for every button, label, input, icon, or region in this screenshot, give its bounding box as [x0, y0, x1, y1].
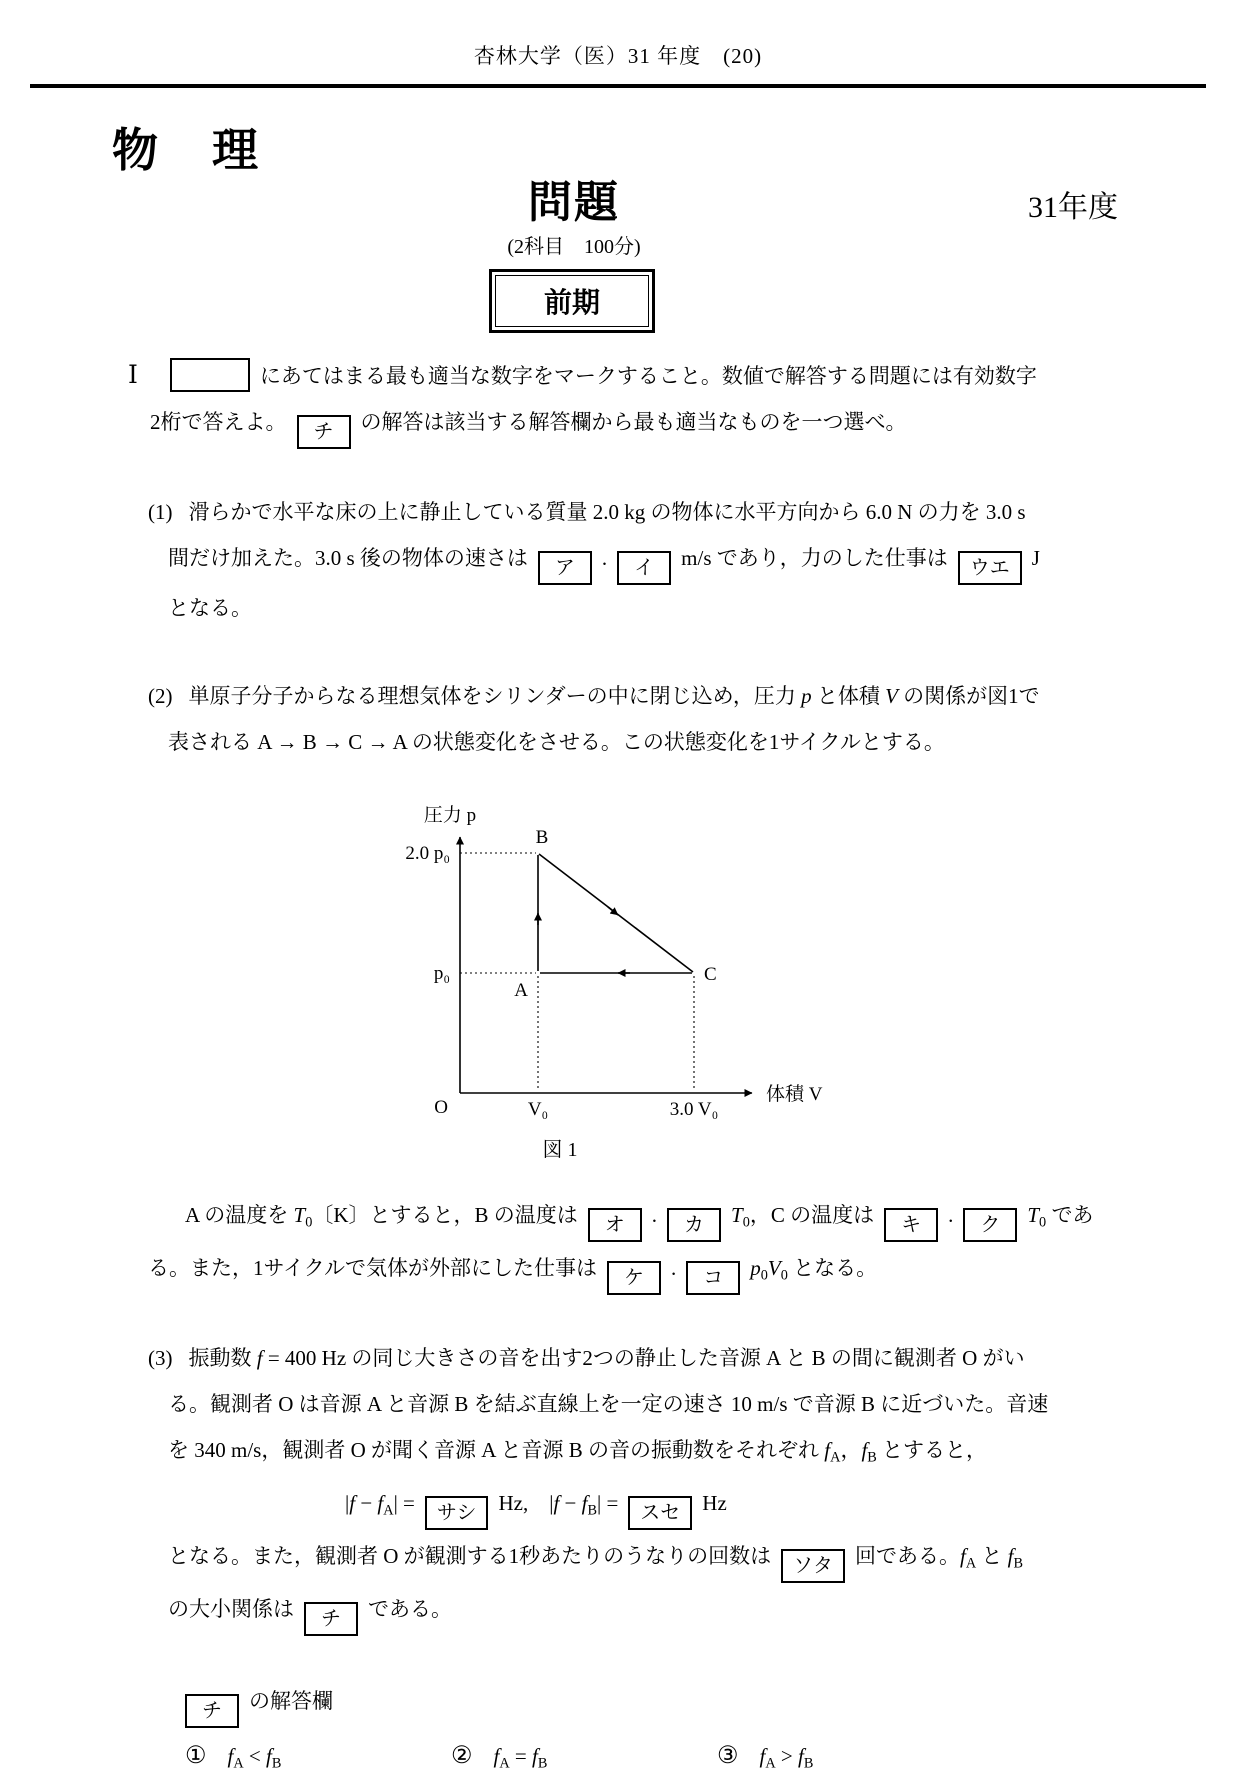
text-segment: 0: [760, 1267, 768, 1284]
text-segment: |: [345, 1490, 350, 1515]
question-number: (2): [148, 684, 173, 708]
question-number: (3): [148, 1345, 173, 1370]
q2b-line-1: [185, 1192, 1236, 1245]
text-segment: B: [537, 1755, 548, 1772]
text-segment: となる。: [787, 1256, 878, 1281]
text-segment: =: [509, 1744, 533, 1769]
text-segment: A: [233, 1755, 244, 1772]
text-segment: 表される A → B → C → A の状態変化をさせる。この状態変化を1サイクルとする。: [168, 730, 945, 754]
text-segment: であ: [1046, 1203, 1094, 1227]
title-row: [0, 166, 1236, 228]
text-segment: f: [493, 1744, 500, 1769]
point-C-label: C: [704, 964, 717, 985]
text-segment: f: [349, 1490, 356, 1515]
answer-box: ケ: [607, 1261, 661, 1295]
exam-year: 31年度: [1028, 191, 1118, 224]
text-segment: T: [293, 1203, 306, 1227]
term-box: [495, 275, 649, 327]
text-segment: | =: [393, 1490, 415, 1515]
tick-p0-label: p₀: [433, 963, 450, 984]
question-number: (1): [148, 500, 173, 524]
text-segment: る。観測者 O は音源 A と音源 B を結ぶ直線上を一定の速さ 10 m/s で音源 B に近づいた。音速: [168, 1391, 1049, 1416]
text-segment: | =: [596, 1490, 619, 1515]
text-segment: 間だけ加えた。3.0 s 後の物体の速さは: [168, 546, 528, 570]
answer-box: ア: [538, 551, 592, 585]
text-segment: [739, 1744, 760, 1768]
origin-label: O: [434, 1097, 448, 1118]
text-segment: 滑らかで水平な床の上に静止している質量 2.0 kg の物体に水平方向から 6.0 N の力を 3.0 s: [188, 500, 1026, 524]
exam-subtitle: (2科目 100分): [507, 236, 641, 258]
text-segment: .: [948, 1203, 954, 1227]
answer-box: スセ: [628, 1496, 692, 1530]
q3-line-6: [168, 1586, 1236, 1636]
tick-2p0-label: 2.0 p₀: [405, 843, 450, 864]
intro-line-2: [150, 399, 1236, 449]
text-segment: にあてはまる最も適当な数字をマークすること。数値で解答する問題には有効数字: [259, 364, 1037, 388]
tick-3v0-label: 3.0 V₀: [669, 1099, 719, 1120]
answer-option-3: [717, 1734, 983, 1785]
text-segment: −: [355, 1490, 378, 1515]
q2-line-2: [168, 719, 1236, 765]
text-segment: 0: [742, 1214, 750, 1231]
x-axis-label: 体積 V: [766, 1084, 823, 1105]
arrow-B-to-C: [608, 907, 618, 915]
text-segment: の関係が図1で: [897, 684, 1040, 708]
section-intro: [0, 353, 1236, 449]
q1-line-3: [168, 585, 1236, 631]
text-segment: を 340 m/s，観測者 O が聞く音源 A と音源 B の音の振動数をそれぞれ: [168, 1437, 825, 1462]
text-segment: A の温度を: [185, 1203, 294, 1227]
text-segment: .: [601, 546, 608, 570]
text-segment: f: [824, 1437, 831, 1462]
text-segment: ，C の温度は: [749, 1203, 875, 1227]
text-segment: −: [559, 1490, 582, 1515]
answer-box: チ: [304, 1602, 358, 1636]
point-A-label: A: [514, 980, 528, 1001]
option-1-number: ①: [185, 1743, 207, 1770]
text-segment: B: [867, 1448, 877, 1465]
q3-line-1: [148, 1335, 1236, 1381]
answer-box: サシ: [425, 1496, 489, 1530]
text-segment: B: [271, 1755, 282, 1772]
text-segment: A: [499, 1755, 510, 1772]
question-1: [0, 489, 1236, 631]
text-segment: A: [765, 1755, 776, 1772]
text-segment: >: [775, 1744, 799, 1769]
text-segment: V: [767, 1256, 781, 1281]
text-segment: る。また，1サイクルで気体が外部にした仕事は: [148, 1256, 597, 1281]
option-2-number: ②: [451, 1743, 473, 1770]
y-axis-label: 圧力 p: [423, 805, 477, 826]
text-segment: の大小関係は: [168, 1597, 294, 1622]
text-segment: f: [959, 1544, 966, 1569]
text-segment: A: [383, 1502, 394, 1519]
answer-box: イ: [617, 551, 671, 585]
answer-box: ウエ: [958, 551, 1022, 585]
text-segment: T: [1027, 1203, 1040, 1227]
answer-box: チ: [297, 415, 351, 449]
text-segment: [207, 1744, 228, 1768]
answer-column-section: [0, 1678, 1236, 1785]
text-segment: 0: [1039, 1214, 1047, 1231]
q1-line-1: [148, 489, 1236, 535]
text-segment: 〔K〕とすると，B の温度は: [312, 1203, 578, 1227]
text-segment: と: [976, 1544, 1008, 1569]
answer-box: チ: [185, 1694, 239, 1728]
option-3-number: ③: [717, 1743, 739, 1770]
text-segment: 0: [780, 1267, 788, 1284]
text-segment: f: [581, 1490, 588, 1515]
exam-title: 問題: [528, 178, 620, 227]
q3-line-5: [168, 1533, 1236, 1586]
text-segment: f: [377, 1490, 384, 1515]
text-segment: f: [256, 1345, 263, 1370]
text-segment: の解答欄: [249, 1689, 333, 1714]
answer-box: カ: [667, 1208, 721, 1242]
question-2-continuation: [0, 1192, 1236, 1299]
answer-box: コ: [686, 1261, 740, 1295]
text-segment: f: [1007, 1544, 1014, 1569]
tick-v0-label: V₀: [527, 1099, 549, 1120]
text-segment: 2桁で答えよ。: [150, 410, 287, 434]
text-segment: と体積: [811, 684, 886, 708]
text-segment: である。: [368, 1597, 452, 1622]
q1-line-2: [168, 535, 1236, 585]
text-segment: ，: [840, 1437, 862, 1462]
answer-box: [170, 358, 250, 392]
pv-diagram-svg: [300, 793, 823, 1125]
answer-box: オ: [588, 1208, 642, 1242]
text-segment: B: [587, 1502, 597, 1519]
text-segment: J: [1031, 546, 1040, 570]
answer-option-1: [185, 1734, 451, 1785]
text-segment: の解答は該当する解答欄から最も適当なものを一つ選べ。: [360, 410, 907, 434]
question-3: [0, 1335, 1236, 1637]
q3-line-4: [345, 1480, 1236, 1533]
subject-title: 物 理: [112, 125, 262, 176]
text-segment: B: [803, 1755, 814, 1772]
page-header: 杏林大学（医）31 年度 (20): [473, 44, 763, 68]
text-segment: V: [885, 684, 898, 708]
text-segment: T: [731, 1203, 743, 1227]
answer-box: ソタ: [781, 1549, 845, 1583]
header-rule: [30, 84, 1206, 88]
text-segment: f: [266, 1744, 272, 1769]
text-segment: m/s であり，力のした仕事は: [681, 546, 948, 570]
text-segment: f: [227, 1744, 234, 1769]
text-segment: = 400 Hz の同じ大きさの音を出す2つの静止した音源 A と B の間に観測者 O がい: [262, 1345, 1025, 1370]
text-segment: f: [553, 1490, 560, 1515]
text-segment: とすると，: [876, 1437, 988, 1462]
text-segment: 単原子分子からなる理想気体をシリンダーの中に閉じ込め，圧力: [188, 684, 802, 708]
q2b-line-2: [148, 1245, 1236, 1298]
point-B-label: B: [535, 827, 549, 848]
text-segment: Hz, |: [498, 1490, 554, 1515]
text-segment: 回である。: [854, 1544, 960, 1569]
text-segment: Hz: [702, 1490, 727, 1515]
question-2: [0, 673, 1236, 765]
text-segment: 0: [305, 1214, 313, 1231]
text-segment: A: [830, 1448, 841, 1465]
answer-options-row: [185, 1734, 1236, 1785]
text-segment: p: [750, 1256, 761, 1281]
text-segment: となる。: [168, 596, 252, 620]
q3-line-2: [168, 1381, 1236, 1427]
term-label: 前期: [543, 288, 600, 319]
text-segment: f: [759, 1744, 766, 1769]
text-segment: 振動数: [188, 1345, 257, 1370]
text-segment: f: [798, 1744, 804, 1769]
intro-line-1: [128, 353, 1236, 399]
text-segment: f: [532, 1744, 538, 1769]
text-segment: となる。また，観測者 O が観測する1秒あたりのうなりの回数は: [168, 1544, 772, 1569]
section-numeral: Ⅰ: [128, 362, 138, 389]
text-segment: .: [651, 1203, 658, 1227]
pv-diagram-figure: [300, 793, 860, 1162]
text-segment: A: [965, 1555, 977, 1572]
text-segment: [473, 1744, 494, 1768]
answer-column-header: [175, 1678, 1236, 1728]
figure-caption: 図 1: [542, 1139, 578, 1161]
q2-line-1: [148, 673, 1236, 719]
answer-box: ク: [963, 1208, 1017, 1242]
text-segment: .: [670, 1256, 677, 1281]
text-segment: <: [243, 1744, 267, 1769]
text-segment: B: [1013, 1555, 1023, 1572]
text-segment: p: [801, 684, 812, 708]
text-segment: f: [861, 1437, 868, 1462]
answer-box: キ: [884, 1208, 938, 1242]
answer-option-2: [451, 1734, 717, 1785]
q3-line-3: [168, 1427, 1236, 1480]
